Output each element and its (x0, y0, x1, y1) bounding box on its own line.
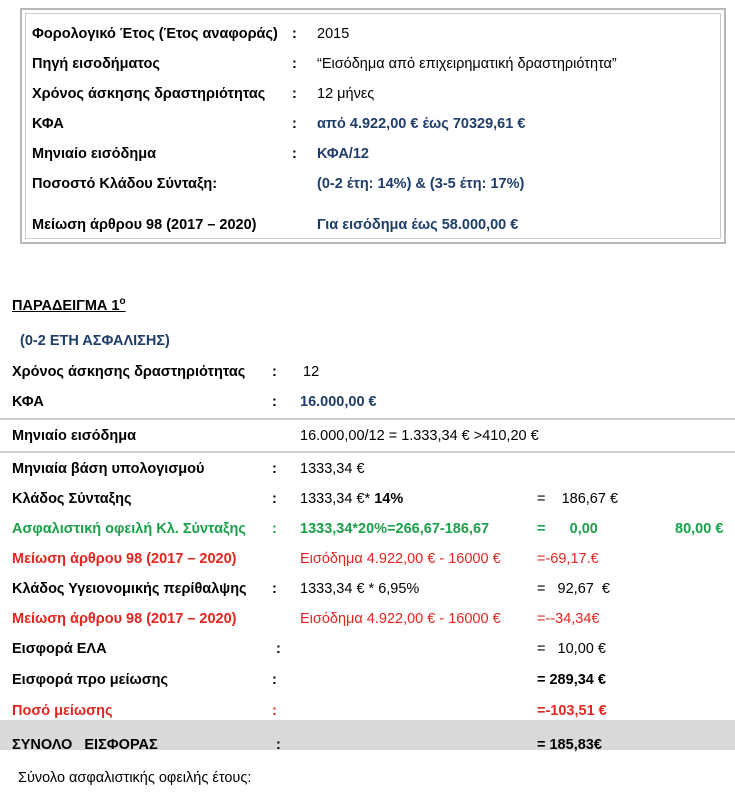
example-years-sep: : (272, 364, 277, 380)
summary-label-activity-time: Χρόνος άσκησης δραστηριότητας (32, 86, 266, 102)
summary-label-reduction: Μείωση άρθρου 98 (2017 – 2020) (32, 217, 257, 233)
summary-value-tax-year: 2015 (317, 26, 350, 42)
summary-label-monthly: Μηνιαίο εισόδημα (32, 146, 156, 162)
summary-sep-monthly: : (292, 146, 297, 162)
calc-ela-label: Εισφορά ΕΛΑ (12, 641, 107, 657)
calc-debt-extra: 80,00 € (675, 521, 724, 537)
calc-total-sep: : (276, 737, 281, 753)
example-title: ΠΑΡΑΔΕΙΓΜΑ $1^o$ (12, 296, 126, 314)
example-subtitle: (0-2 ΕΤΗ ΑΣΦΑΛΙΣΗΣ) (20, 333, 170, 349)
calc-reduction-sep: : (272, 703, 277, 719)
example-monthly-label: Μηνιαίο εισόδημα (12, 428, 136, 444)
calc-pension-result: = 186,67 € (537, 491, 619, 507)
calc-pension-label: Κλάδος Σύνταξης (12, 491, 132, 507)
divider-1 (0, 418, 735, 420)
summary-label-income-source: Πηγή εισοδήματος (32, 56, 160, 72)
summary-value-monthly: ΚΦΑ/12 (317, 146, 369, 162)
summary-sep-income-source: : (292, 56, 297, 72)
summary-value-activity-time: 12 μήνες (317, 86, 375, 102)
summary-value-reduction: Για εισόδημα έως 58.000,00 € (317, 217, 519, 233)
summary-sep-kfa: : (292, 116, 297, 132)
footer-text: Σύνολο ασφαλιστικής οφειλής έτους: (18, 770, 252, 786)
calc-health-result: = 92,67 € (537, 581, 610, 597)
calc-reduction1-result: =-69,17.€ (537, 551, 599, 567)
calc-debt-formula: 1333,34*20%=266,67-186,67 (300, 521, 490, 537)
calc-reduction1-label: Μείωση άρθρου 98 (2017 – 2020) (12, 551, 237, 567)
summary-label-kfa: ΚΦΑ (32, 116, 64, 132)
example-kfa-sep: : (272, 394, 277, 410)
calc-ela-result: = 10,00 € (537, 641, 606, 657)
calc-reduction-result: =-103,51 € (537, 703, 607, 719)
calc-reduction2-label: Μείωση άρθρου 98 (2017 – 2020) (12, 611, 237, 627)
calc-total-label: ΣΥΝΟΛΟ ΕΙΣΦΟΡΑΣ (12, 737, 158, 753)
calc-base-sep: : (272, 461, 277, 477)
calc-pre-label: Εισφορά προ μείωσης (12, 672, 169, 688)
calc-pension-sep: : (272, 491, 277, 507)
calc-reduction-label: Ποσό μείωσης (12, 703, 113, 719)
summary-sep-tax-year: : (292, 26, 297, 42)
example-years-label: Χρόνος άσκησης δραστηριότητας (12, 364, 246, 380)
summary-sep-activity-time: : (292, 86, 297, 102)
example-years-value: 12 (303, 364, 320, 380)
summary-value-kfa: από 4.922,00 € έως 70329,61 € (317, 116, 526, 132)
calc-debt-sep: : (272, 521, 277, 537)
calc-pension-formula: 1333,34 €* 14% (300, 491, 404, 507)
example-kfa-label: ΚΦΑ (12, 394, 44, 410)
calc-reduction2-formula: Εισόδημα 4.922,00 € - 16000 € (300, 611, 501, 627)
calc-base-label: Μηνιαία βάση υπολογισμού (12, 461, 205, 477)
calc-debt-label: Ασφαλιστική οφειλή Κλ. Σύνταξης (12, 521, 246, 537)
calc-reduction1-formula: Εισόδημα 4.922,00 € - 16000 € (300, 551, 501, 567)
calc-base-formula: 1333,34 € (300, 461, 365, 477)
example-monthly-value: 16.000,00/12 = 1.333,34 € >410,20 € (300, 428, 539, 444)
summary-label-pension-rate: Ποσοστό Κλάδου Σύνταξη: (32, 176, 218, 192)
calc-ela-sep: : (276, 641, 281, 657)
summary-label-tax-year: Φορολογικό Έτος (Έτος αναφοράς) (32, 26, 278, 42)
calc-health-formula: 1333,34 € * 6,95% (300, 581, 420, 597)
calc-health-sep: : (272, 581, 277, 597)
calc-pre-result: = 289,34 € (537, 672, 606, 688)
calc-pre-sep: : (272, 672, 277, 688)
divider-2 (0, 451, 735, 453)
summary-value-income-source: “Εισόδημα από επιχειρηματική δραστηριότητα” (317, 56, 617, 72)
calc-reduction2-result: =--34,34€ (537, 611, 600, 627)
calc-debt-result: = 0,00 (537, 521, 598, 537)
calc-health-label: Κλάδος Υγειονομικής περίθαλψης (12, 581, 247, 597)
calc-total-result: = 185,83€ (537, 737, 602, 753)
summary-value-pension-rate: (0-2 έτη: 14%) & (3-5 έτη: 17%) (317, 176, 525, 192)
example-kfa-value: 16.000,00 € (300, 394, 377, 410)
